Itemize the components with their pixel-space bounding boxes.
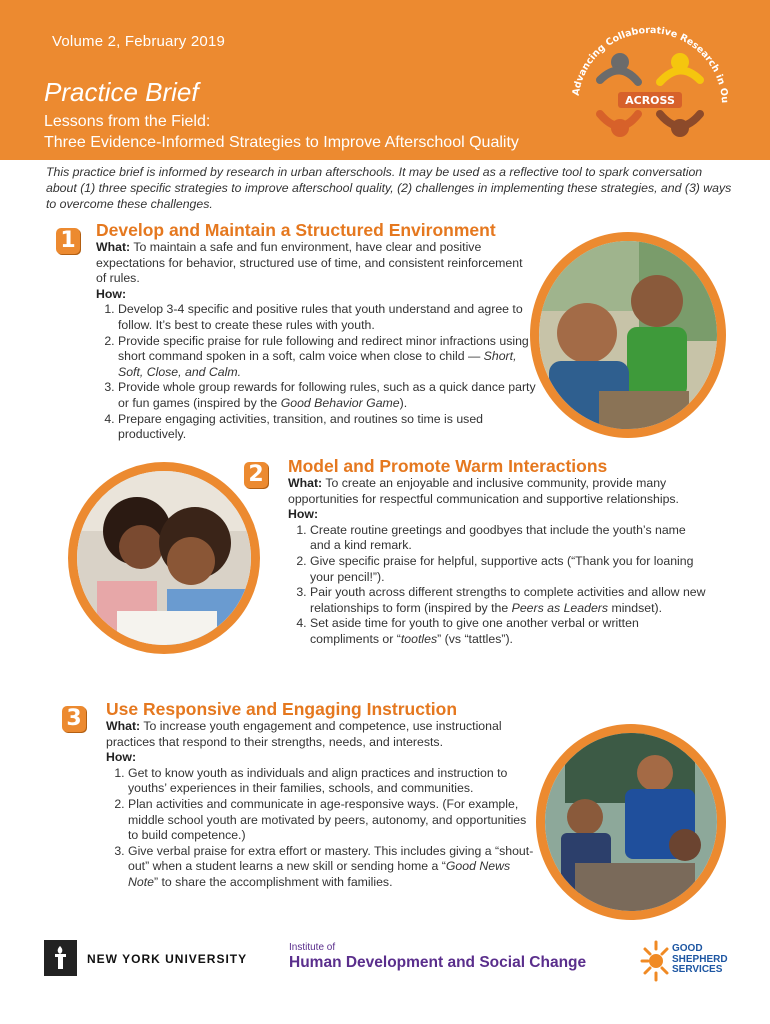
section-2-steps [288,523,708,648]
list-item: 3. Give verbal praise for extra effort or mastery. This includes giving a “shout-out” when a student learns a new skill or sending home a “Good News Note” to share the accomplishment with families. [128,844,536,891]
list-item: 3. Pair youth across different strengths to complete activities and allow new relationships to form (inspired by the Peers as Leaders mindset). [310,585,708,616]
section-3-number: 3 [62,706,86,732]
section-3-steps [106,766,536,891]
subtitle-line-1: Lessons from the Field: [44,113,211,130]
section-1-body [96,240,536,443]
what-text: To maintain a safe and fun environment, have clear and positive expectations for behavior, structured use of time, and consistent reinforcement of rules. [96,240,523,286]
section-2-number: 2 [244,462,268,488]
list-item: 1. Get to know youth as individuals and align practices and instruction to youths’ experiences in their families, schools, and communities. [128,766,536,797]
section-3-title: Use Responsive and Engaging Instruction [106,699,458,719]
what-text: To create an enjoyable and inclusive community, provide many opportunities for respectful communication and supportive relationships. [288,476,679,506]
list-item: 2. Provide specific praise for rule following and redirect minor infractions using short command spoken in a soft, calm voice when close to child — Short, Soft, Close, and Calm. [118,334,536,381]
what-label: What: [96,240,131,254]
logo-label: ACROSS [625,94,675,107]
photo-teacher-students [536,724,726,920]
section-1-steps [96,302,536,442]
ihdsc-label-small: Institute of [289,942,336,953]
section-1-title: Develop and Maintain a Structured Environment [96,220,496,240]
section-1-how-label: How: [96,286,127,301]
section-3-body [106,719,536,891]
svg-text:Advancing Collaborative Resear [560,10,730,103]
intro-paragraph: This practice brief is informed by research in urban afterschools. It may be used as a reflective tool to spark conversation about (1) three specific strategies to improve afterschool quality, (2) challenges in implementing these strategies, and (3) ways to overcome these challenges. [46,165,732,211]
what-text: To increase youth engagement and competence, use instructional practices that respond to their strengths, needs, and interests. [106,719,502,749]
volume-date: Volume 2, February 2019 [52,33,226,50]
section-3-what [106,719,536,750]
list-item: 2. Plan activities and communicate in age-responsive ways. (For example, middle school youth are motivated by peers, autonomy, and opportunities to build competence.) [128,797,536,844]
section-1-number: 1 [56,228,80,254]
section-2-title: Model and Promote Warm Interactions [288,456,608,476]
list-item: 1. Create routine greetings and goodbyes that include the youth’s name and a kind remark. [310,523,708,554]
what-label: What: [106,719,141,733]
logo-arc-text: Advancing Collaborative Research in Ou [570,24,731,104]
section-2-body [288,476,708,648]
sun-icon [640,936,672,986]
torch-icon [44,940,77,976]
list-item: 3. Provide whole group rewards for following rules, such as a quick dance party or fun games (inspired by the Good Behavior Game). [118,380,536,411]
section-1-what [96,240,536,287]
list-item: 4. Prepare engaging activities, transition, and routines so time is used productively. [118,412,536,443]
section-2-how-label: How: [288,507,319,522]
good-shepherd-wordmark: GOOD SHEPHERD SERVICES [672,943,728,975]
section-2-what [288,476,708,507]
nyu-wordmark: NEW YORK UNIVERSITY [87,952,248,966]
header-banner [0,0,770,160]
what-label: What: [288,476,323,490]
page-title: Practice Brief [44,77,199,107]
section-3-how-label: How: [106,750,137,765]
ihdsc-label-large: Human Development and Social Change [289,954,587,971]
page-subtitle [44,111,519,153]
across-logo [560,10,740,160]
photo-girls-writing [68,462,260,654]
list-item: 4. Set aside time for youth to give one another verbal or written compliments or “tootles” (vs “tattles”). [310,616,708,647]
photo-boys-classroom [530,232,726,438]
good-shepherd-logo [640,936,740,986]
subtitle-line-2: Three Evidence-Informed Strategies to Improve Afterschool Quality [44,134,519,151]
list-item: 1. Develop 3-4 specific and positive rules that youth understand and agree to follow. It’s best to create these rules with youth. [118,302,536,333]
list-item: 2. Give specific praise for helpful, supportive acts (“Thank you for loaning your pencil!”). [310,554,708,585]
